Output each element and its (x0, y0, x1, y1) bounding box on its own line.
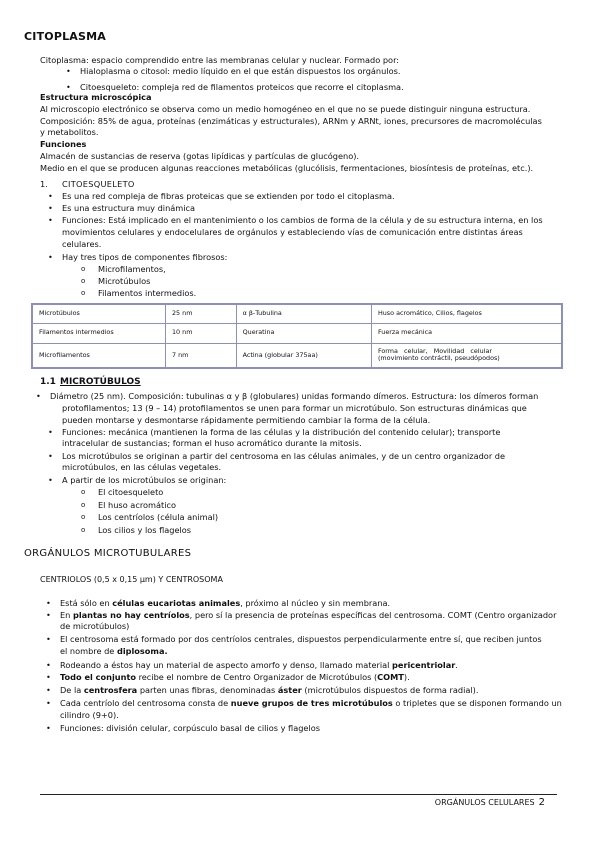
table-cell-line: Forma celular, Movilidad celular (377, 346, 493, 355)
text-run: (microtúbulos dispuestos de forma radial). (301, 685, 479, 695)
text-run-bold: centrosfera (83, 685, 138, 695)
funciones-heading: Funciones (40, 139, 87, 149)
table-cell (371, 343, 562, 368)
text-run: parten unas fibras, denominadas (137, 685, 278, 695)
table-cell: Actina (globular 375aa) (236, 343, 371, 368)
text-run: Cada centríolo del centrosoma consta de (60, 698, 231, 708)
table-row (32, 323, 562, 343)
origin-item: o Los cilios y los flagelos (98, 525, 191, 535)
fiber-type-item: o Filamentos intermedios. (98, 288, 196, 298)
funciones-line-2: Medio en el que se producen algunas reacciones metabólicas (glucólisis, fermentaciones, biosíntesis de proteínas, etc.). (40, 163, 534, 173)
page-title: CITOPLASMA (24, 30, 106, 43)
text-run-bold: diplosoma. (116, 646, 168, 656)
text-run: ). (403, 672, 410, 682)
table-cell: 25 nm (165, 304, 236, 323)
microtubulos-heading: MICROTÚBULOS (60, 377, 141, 387)
text-run: De la (60, 685, 84, 695)
microtubulos-p1-line-1: • Diámetro (25 nm). Composición: tubulinas α y β (globulares) unidas formando dímeros. Estructura: los dímeros forman (50, 391, 538, 401)
estructura-line-3: y metabolitos. (40, 127, 99, 137)
microtubulos-p3-line-2: microtúbulos, en las células vegetales. (62, 462, 222, 472)
text-run: Rodeando a éstos hay un material de aspecto amorfo y denso, llamado material (60, 660, 393, 670)
text-run-bold: COMT (377, 672, 404, 682)
text-run: Está sólo en (60, 598, 113, 608)
origin-item: o El huso acromático (98, 500, 176, 510)
text-run-bold: plantas no hay centríolos (72, 610, 190, 620)
table-cell: Microtúbulos (32, 304, 165, 323)
organulos-bullet-2 (60, 610, 556, 620)
intro-item-citoesqueleto: • Citoesqueleto: compleja red de filamentos proteicos que recorre el citoplasma. (80, 82, 404, 92)
origin-item: o El citoesqueleto (98, 487, 163, 497)
text-run: En (60, 610, 73, 620)
microtubulos-p2-line-1: • Funciones: mecánica (mantienen la forma de las células y la distribución del contenido celular); transporte (62, 427, 500, 437)
text-run-bold: Todo el conjunto (60, 672, 136, 682)
text-run: recibe el nombre de Centro Organizador de Microtúbulos ( (135, 672, 378, 682)
estructura-line-2: Composición: 85% de agua, proteínas (enzimáticas y estructurales), ARNm y ARNt, iones, precursores de macromoléculas (40, 116, 542, 126)
page-number: 2 (538, 797, 545, 808)
organulos-bullet-1 (60, 598, 390, 608)
origin-item: o Los centríolos (célula animal) (98, 512, 218, 522)
table-cell: Microfilamentos (32, 343, 165, 368)
funciones-line-1: Almacén de sustancias de reserva (gotas lipídicas y partículas de glucógeno). (40, 151, 360, 161)
organulos-bullet-5 (60, 672, 410, 682)
text-run: , pero sí la presencia de proteínas específicas del centrosoma. COMT (Centro organizador (189, 610, 557, 620)
microtubulos-number: 1.1 (40, 377, 56, 387)
organulos-bullet-2-line-2: de microtúbulos) (60, 621, 130, 631)
citoesqueleto-heading-number: 1. (40, 179, 48, 189)
organulos-bullet-8: • Funciones: división celular, corpúsculo basal de cilios y flagelos (60, 723, 320, 733)
table-cell: Queratina (236, 323, 371, 343)
text-run: el nombre de (60, 646, 117, 656)
citoesqueleto-bullet-1: • Es una red compleja de fibras proteicas que se extienden por todo el citoplasma. (62, 191, 395, 201)
microtubulos-p1-line-2: protofilamentos; 13 (9 – 14) protofilamentos se unen para formar un microtúbulo. Son estructuras dinámicas que (62, 403, 527, 413)
table-cell: 10 nm (165, 323, 236, 343)
text-run-bold: nueve grupos de tres microtúbulos (230, 698, 393, 708)
centriolos-subheading: CENTRIOLOS (0,5 x 0,15 μm) Y CENTROSOMA (40, 575, 223, 584)
organulos-bullet-7 (60, 698, 562, 708)
citoesqueleto-heading: CITOESQUELETO (62, 179, 135, 189)
citoesqueleto-bullet-3-line-3: celulares. (62, 239, 102, 249)
text-run: . (455, 660, 458, 670)
intro-definition: Citoplasma: espacio comprendido entre las membranas celular y nuclear. Formado por: (40, 55, 400, 65)
footer-label: ORGÁNULOS CELULARES (434, 798, 535, 807)
text-run: , próximo al núcleo y sin membrana. (240, 598, 391, 608)
table-cell: Fuerza mecánica (371, 323, 562, 343)
table-cell: 7 nm (165, 343, 236, 368)
table-cell: α β-Tubulina (236, 304, 371, 323)
microtubulos-p3-line-1: • Los microtúbulos se originan a partir del centrosoma en las células animales, y de un centro organizador de (62, 451, 505, 461)
estructura-heading: Estructura microscópica (40, 92, 152, 102)
text-run-bold: pericentriolar (392, 660, 456, 670)
text-run: o tripletes que se disponen formando un (392, 698, 562, 708)
citoesqueleto-bullet-4: • Hay tres tipos de componentes fibrosos: (62, 252, 227, 262)
organulos-bullet-6 (60, 685, 478, 695)
text-run-bold: áster (277, 685, 302, 695)
citoesqueleto-bullet-2: • Es una estructura muy dinámica (62, 203, 195, 213)
table-cell: Huso acromático, Cilios, flagelos (371, 304, 562, 323)
intro-item-hialoplasma: • Hialoplasma o citosol: medio líquido en el que están dispuestos los orgánulos. (80, 66, 400, 76)
fiber-type-item: o Microfilamentos, (98, 264, 166, 274)
organulos-bullet-4 (60, 660, 458, 670)
table-cell-line: (movimiento contráctil, pseudópodos) (377, 354, 500, 363)
organulos-bullet-7-line-2: cilindro (9+0). (60, 710, 119, 720)
page-footer (435, 797, 545, 808)
microtubulos-p1-line-3: pueden montarse y desmontarse rápidamente permitiendo cambiar la forma de la célula. (62, 415, 431, 425)
estructura-line-1: Al microscopio electrónico se observa como un medio homogéneo en el que no se puede distinguir ninguna estructura. (40, 104, 531, 114)
microtubulos-p4: • A partir de los microtúbulos se originan: (62, 475, 226, 485)
footer-rule (40, 794, 557, 795)
table-row (32, 343, 562, 368)
fiber-type-item: o Microtúbulos (98, 276, 150, 286)
table-cell: Filamentos intermedios (32, 323, 165, 343)
organulos-heading: ORGÁNULOS MICROTUBULARES (24, 548, 192, 559)
microtubulos-p2-line-2: intracelular de sustancias; forman el huso acromático durante la mitosis. (62, 438, 362, 448)
organulos-bullet-3-line-1: • El centrosoma está formado por dos centríolos centrales, dispuestos perpendicularmente entre sí, que reciben juntos (60, 634, 542, 644)
table-row (32, 304, 562, 323)
organulos-bullet-3-line-2 (60, 646, 168, 656)
text-run-bold: células eucariotas animales (112, 598, 241, 608)
citoesqueleto-bullet-3-line-2: movimientos celulares y endocelulares de orgánulos y estableciendo vías de comunicación entre distintas áreas (62, 227, 523, 237)
fiber-table (31, 303, 563, 369)
citoesqueleto-bullet-3-line-1: • Funciones: Está implicado en el mantenimiento o los cambios de forma de la célula y de su estructura interna, en los (62, 215, 543, 225)
